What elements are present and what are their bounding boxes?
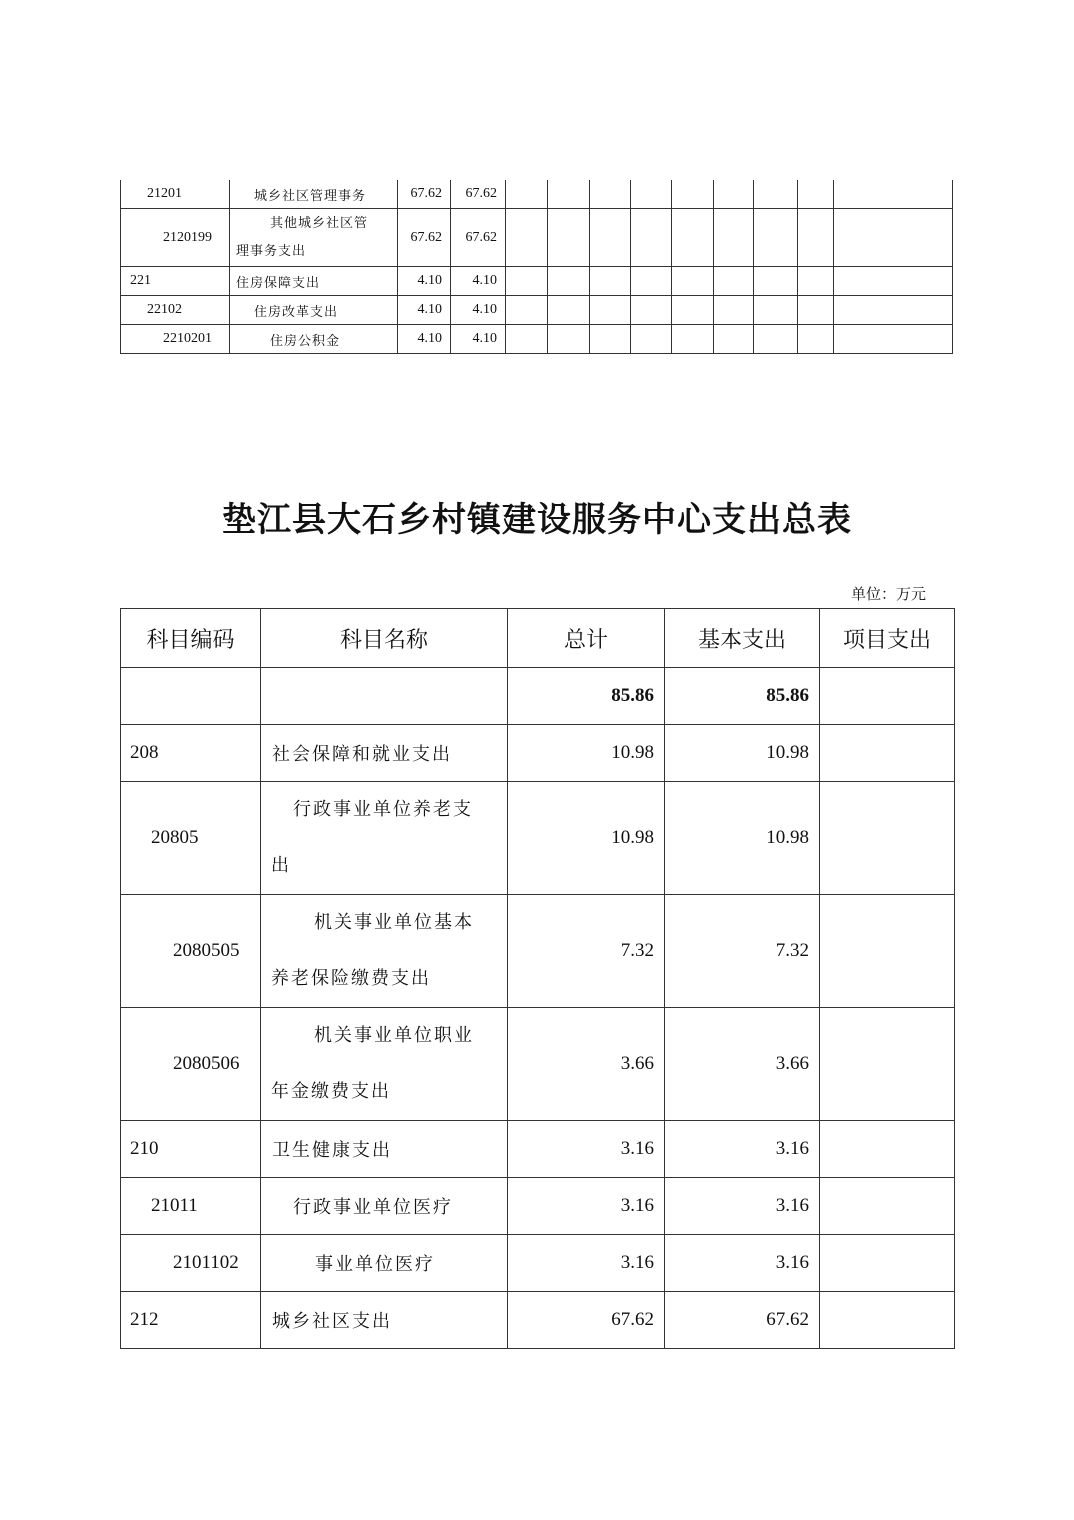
total-value: 3.16 [508,1235,665,1292]
total-value: 3.16 [508,1178,665,1235]
basic-value: 7.32 [665,895,820,1008]
subject-code: 2210201 [121,325,230,354]
subject-code: 21011 [121,1178,261,1235]
subject-name-line2: 理事务支出 [236,243,307,259]
basic-value: 3.16 [665,1235,820,1292]
table-row [121,1178,955,1235]
basic-value: 10.98 [665,725,820,782]
continued-expenditure-table [120,180,953,354]
subject-code: 210 [121,1121,261,1178]
table-row [121,267,953,296]
page-title: 垫江县大石乡村镇建设服务中心支出总表 [222,500,852,540]
total-value: 4.10 [398,296,451,325]
table-row [121,1292,955,1349]
header-subject-code: 科目编码 [121,609,261,668]
unit-label: 单位：万元 [850,587,926,603]
subject-name [261,1008,508,1121]
subject-code: 212 [121,1292,261,1349]
header-total: 总计 [508,609,665,668]
subject-name: 城乡社区管理事务 [230,180,398,209]
subject-code: 20805 [121,782,261,895]
table-row [121,1235,955,1292]
basic-value: 4.10 [451,296,506,325]
subject-name: 城乡社区支出 [261,1292,508,1349]
table-row [121,782,955,895]
subject-name-line2: 出 [271,855,291,876]
subject-name-line1: 其他城乡社区管 [270,215,369,231]
subject-code: 2080505 [121,895,261,1008]
total-value: 10.98 [508,782,665,895]
total-value: 3.16 [508,1121,665,1178]
subject-name-line2: 养老保险缴费支出 [271,968,431,989]
table-row [121,325,953,354]
total-value: 10.98 [508,725,665,782]
total-value: 67.62 [508,1292,665,1349]
subject-code: 22102 [121,296,230,325]
table-row [121,209,953,267]
grand-total-value: 85.86 [508,668,665,725]
basic-value: 4.10 [451,267,506,296]
expenditure-summary-table [120,608,955,1349]
subject-code: 21201 [121,180,230,209]
subject-name-line1: 机关事业单位基本 [314,912,474,933]
basic-value: 67.62 [665,1292,820,1349]
basic-value: 3.16 [665,1178,820,1235]
total-value: 4.10 [398,267,451,296]
subject-name: 卫生健康支出 [261,1121,508,1178]
subject-name-line1: 机关事业单位职业 [314,1025,474,1046]
total-value: 3.66 [508,1008,665,1121]
subject-code: 2120199 [121,209,230,267]
table-row [121,1121,955,1178]
basic-value: 67.62 [451,209,506,267]
header-project-expenditure: 项目支出 [820,609,955,668]
subject-code: 221 [121,267,230,296]
subject-code: 2080506 [121,1008,261,1121]
basic-value: 10.98 [665,782,820,895]
subject-name [230,209,398,267]
subject-name-line2: 年金缴费支出 [271,1081,391,1102]
table-row [121,296,953,325]
subject-name: 住房公积金 [230,325,398,354]
header-basic-expenditure: 基本支出 [665,609,820,668]
subject-code: 2101102 [121,1235,261,1292]
total-row [121,668,955,725]
subject-name: 社会保障和就业支出 [261,725,508,782]
total-value: 7.32 [508,895,665,1008]
table-header-row [121,609,955,668]
basic-value: 3.66 [665,1008,820,1121]
basic-value: 67.62 [451,180,506,209]
table-row [121,895,955,1008]
total-value: 67.62 [398,180,451,209]
total-value: 67.62 [398,209,451,267]
basic-value: 4.10 [451,325,506,354]
basic-value: 3.16 [665,1121,820,1178]
subject-code: 208 [121,725,261,782]
subject-name [261,895,508,1008]
grand-basic-value: 85.86 [665,668,820,725]
table-row [121,1008,955,1121]
table-row [121,725,955,782]
subject-name: 行政事业单位医疗 [261,1178,508,1235]
subject-name: 住房改革支出 [230,296,398,325]
table-row [121,180,953,209]
subject-name: 事业单位医疗 [261,1235,508,1292]
subject-name: 住房保障支出 [230,267,398,296]
subject-name-line1: 行政事业单位养老支 [293,799,473,820]
total-value: 4.10 [398,325,451,354]
subject-name [261,782,508,895]
header-subject-name: 科目名称 [261,609,508,668]
